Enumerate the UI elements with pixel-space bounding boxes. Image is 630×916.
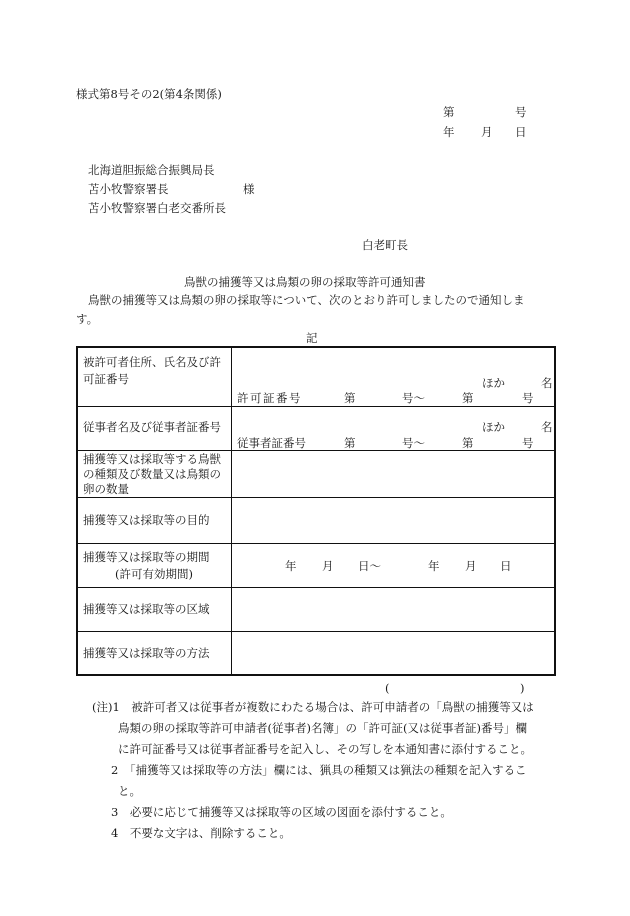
period-label-line-1: 捕獲等又は採取等の期間	[83, 550, 210, 564]
row-value-species	[232, 451, 554, 498]
row-label-species: 捕獲等又は採取等する鳥獣の種類及び数量又は鳥類の卵の数量	[78, 451, 232, 498]
row-label-assistants: 従事者名及び従事者証番号	[78, 407, 232, 451]
sender: 白老町長	[362, 238, 408, 252]
table-row	[78, 543, 554, 588]
table-row	[78, 631, 554, 675]
table-row	[78, 450, 554, 498]
note-2-line-2: と。	[118, 784, 141, 798]
period-day-2: 日	[500, 559, 512, 573]
go-from: 号～	[402, 436, 425, 450]
row-value-permittee	[232, 348, 554, 406]
hoka-label: ほか	[482, 376, 505, 390]
ki-marker: 記	[306, 331, 318, 345]
note-4: 4 不要な文字は、削除すること。	[111, 826, 291, 840]
go-from: 号～	[402, 391, 425, 405]
period-month-2: 月	[465, 559, 477, 573]
row-label-period	[78, 544, 232, 588]
mei-label: 名	[541, 376, 553, 390]
period-year-1: 年	[285, 559, 297, 573]
dai-1: 第	[344, 391, 356, 405]
period-year-2: 年	[428, 559, 440, 573]
number-suffix: 号	[515, 105, 527, 119]
hoka-label: ほか	[482, 420, 505, 434]
dai-2: 第	[462, 391, 474, 405]
table-row	[78, 587, 554, 632]
row-value-period	[232, 544, 554, 588]
row-label-permittee: 被許可者住所、氏名及び許可証番号	[78, 348, 232, 406]
note-1-line-1: (注)1 被許可者又は従事者が複数にわたる場合は、許可申請者の「鳥獣の捕獲等又は	[92, 700, 534, 714]
table-row	[78, 406, 554, 451]
row-label-purpose: 捕獲等又は採取等の目的	[78, 498, 232, 544]
date-day: 日	[515, 125, 527, 139]
table-row	[78, 348, 554, 406]
note-1-line-2: 鳥類の卵の採取等許可申請者(従事者)名簿」の「許可証(又は従事者証)番号」欄	[118, 721, 527, 735]
number-prefix: 第	[443, 105, 455, 119]
assistant-number-label: 従事者証番号	[237, 436, 306, 450]
paren-open: (	[385, 681, 390, 695]
table-row	[78, 497, 554, 544]
row-label-method: 捕獲等又は採取等の方法	[78, 632, 232, 675]
dai-2: 第	[462, 436, 474, 450]
date-month: 月	[481, 125, 493, 139]
recipient-2: 苫小牧警察署長	[88, 182, 169, 196]
body-line-2: す。	[76, 312, 99, 326]
go-to: 号	[522, 391, 534, 405]
row-value-area	[232, 588, 554, 632]
go-to: 号	[522, 436, 534, 450]
honorific: 様	[243, 182, 255, 196]
paren-close: )	[520, 681, 525, 695]
row-value-assistants	[232, 407, 554, 451]
body-line-1: 鳥獣の捕獲等又は鳥類の卵の採取等について、次のとおり許可しましたので通知しま	[88, 293, 525, 307]
form-id: 様式第8号その2(第4条関係)	[76, 87, 222, 101]
period-day-1: 日～	[358, 559, 381, 573]
dai-1: 第	[344, 436, 356, 450]
note-2-line-1: 2 「捕獲等又は採取等の方法」欄には、猟具の種類又は猟法の種類を記入するこ	[111, 763, 527, 777]
date-year: 年	[443, 125, 455, 139]
document-title: 鳥獣の捕獲等又は鳥類の卵の採取等許可通知書	[184, 275, 426, 289]
permit-table	[76, 346, 556, 676]
recipient-3: 苫小牧警察署白老交番所長	[88, 201, 226, 215]
row-value-method	[232, 632, 554, 675]
row-value-purpose	[232, 498, 554, 544]
note-3: 3 必要に応じて捕獲等又は採取等の区域の図面を添付すること。	[111, 805, 452, 819]
mei-label: 名	[541, 420, 553, 434]
note-1-line-3: に許可証番号又は従事者証番号を記入し、その写しを本通知書に添付すること。	[118, 742, 532, 756]
row-label-area: 捕獲等又は採取等の区域	[78, 588, 232, 632]
recipient-1: 北海道胆振総合振興局長	[88, 163, 215, 177]
permit-number-label: 許可証番号	[237, 391, 302, 405]
period-label-line-2: (許可有効期間)	[115, 567, 193, 581]
period-month-1: 月	[322, 559, 334, 573]
